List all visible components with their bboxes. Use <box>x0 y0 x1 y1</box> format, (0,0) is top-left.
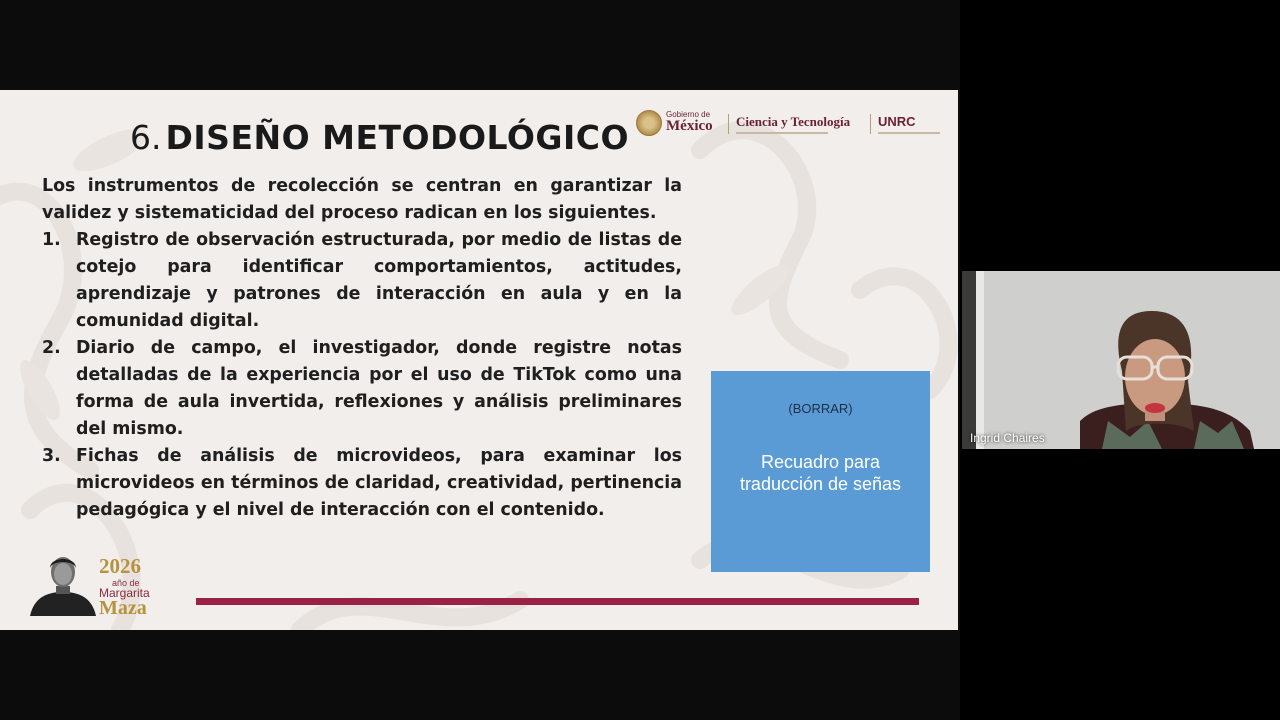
instrument-list <box>42 227 682 524</box>
honoree-last-name: Maza <box>99 597 147 619</box>
gobierno-de-label: Gobierno de <box>666 110 711 119</box>
header-logos <box>636 108 946 142</box>
mexico-label: México <box>666 118 713 134</box>
footer-bar <box>196 598 919 605</box>
unrc-subtitle <box>878 132 940 134</box>
logo-divider <box>728 114 729 134</box>
slide-title-text: DISEÑO METODOLÓGICO <box>165 118 630 157</box>
list-item-number: 2. <box>42 338 61 358</box>
participant-video-tile[interactable] <box>962 271 1280 449</box>
intro-paragraph: Los instrumentos de recolección se centran en garantizar la validez y sistematicidad del proceso radican en los siguientes. <box>42 176 682 223</box>
logo-divider <box>870 114 871 134</box>
participant-video-feed <box>962 271 1280 449</box>
list-item-text: Fichas de análisis de microvideos, para examinar los microvideos en términos de claridad, creatividad, pertinencia pedagógica y el nivel de interacción con el contenido. <box>76 446 682 520</box>
slide-body <box>42 173 682 524</box>
sign-language-box <box>711 371 930 572</box>
participant-name-label: Ingrid Chaires <box>970 431 1045 445</box>
list-item <box>42 227 682 335</box>
honoree-first-name: Margarita <box>99 586 150 600</box>
list-item-text: Registro de observación estructurada, por medio de listas de cotejo para identificar comportamientos, actitudes, aprendizaje y patrones de interacción en aula y en la comunidad digital. <box>76 230 682 331</box>
margarita-maza-portrait-icon <box>28 552 98 616</box>
sign-language-box-note: (BORRAR) <box>788 401 853 416</box>
slide-title-number: 6. <box>130 118 162 157</box>
list-item <box>42 335 682 443</box>
list-item-number: 1. <box>42 230 61 250</box>
slide-title <box>130 118 629 157</box>
year-label: 2026 <box>99 554 141 578</box>
ciencia-tecnologia-subtitle <box>736 132 828 134</box>
ciencia-tecnologia-logo: Ciencia y Tecnología <box>736 114 851 129</box>
shared-slide <box>0 90 958 630</box>
list-item-text: Diario de campo, el investigador, donde registre notas detalladas de la experiencia por el uso de TikTok como una forma de aula invertida, reflexiones y análisis preliminares del mismo. <box>76 338 682 439</box>
unrc-logo: UNRC <box>878 114 916 129</box>
list-item <box>42 443 682 524</box>
year-sublabel: año de <box>112 578 140 588</box>
sign-language-box-text: Recuadro para traducción de señas <box>739 452 902 494</box>
government-seal-icon <box>636 110 662 136</box>
list-item-number: 3. <box>42 446 61 466</box>
